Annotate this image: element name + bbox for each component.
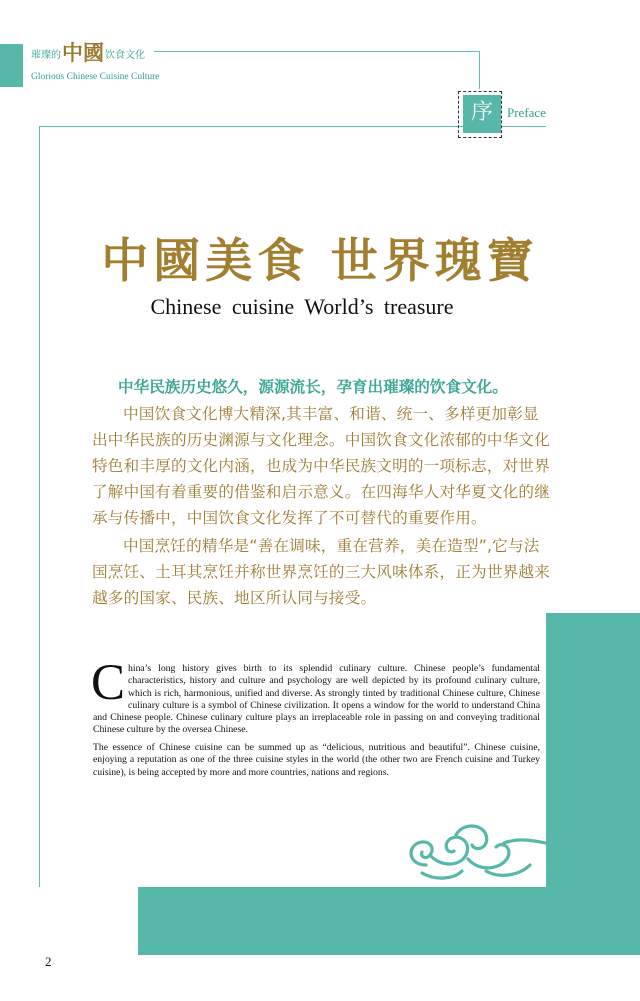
teal-block-bottom: [138, 887, 640, 955]
cn-paragraph-1: 中国饮食文化博大精深,其丰富、和谐、统一、多样更加彰显出中华民族的历史渊源与文化理念。中国饮食文化浓郁的中华文化特色和丰厚的文化内涵，也成为中华民族文明的一项标志，对世界了解中国有着重要的借鉴和启示意义。在四海华人对华夏文化的继承与传播中，中国饮食文化发挥了不可替代的重要作用。: [92, 405, 551, 527]
corner-decoration: [0, 44, 23, 87]
deco-line: [154, 51, 480, 52]
brand-logo: [31, 43, 145, 64]
page-number: 2: [45, 954, 52, 969]
en-paragraph-1-text: hina’s long history gives birth to its splendid culinary culture. Chinese people’s fundamental characteristics, history and culture and psychology are well depicted by its profound culinary culture, which is rich, harmonious, unified and diverse. As strongly tinted by traditional Chinese culture, Chinese culinary culture is a symbol of Chinese civilization. It opens a window for the world to understand China and Chinese people. Chinese culinary culture plays an irreplaceable role in passing on and conveying traditional Chinese culture by the oversea Chinese.: [93, 663, 540, 736]
cn-lead-sentence: 中华民族历史悠久，源源流长，孕育出璀璨的饮食文化。: [118, 378, 508, 396]
preface-char: 序: [470, 100, 493, 125]
deco-line-vertical: [479, 51, 480, 89]
preface-label: Preface: [507, 105, 546, 120]
page-title-en: Chinese cuisine World’s treasure: [150, 294, 454, 319]
brand-subtitle: Glorious Chinese Cuisine Culture: [31, 72, 160, 82]
page-title-cn: 中國美食 世界瑰寶: [101, 234, 539, 289]
cloud-swirl-ornament: [396, 815, 581, 887]
brand-suffix: 饮食文化: [105, 50, 145, 61]
dropcap: C: [91, 655, 126, 711]
en-paragraph-1: [91, 655, 540, 737]
brand-prefix: 璀璨的: [31, 50, 61, 61]
cn-paragraph-2: 中国烹饪的精华是“善在调味，重在营养，美在造型”,它与法国烹饪、土耳其烹饪并称世界烹饪的三大风味体系，正为世界越来越多的国家、民族、地区所认同与接受。: [92, 537, 551, 607]
brand-main: 中國: [62, 41, 104, 65]
en-paragraph-2: The essence of Chinese cuisine can be summed up as “delicious, nutritious and beautiful”. Chinese cuisine, enjoying a reputation as one of the three cuisine styles in the world (the other two are French cuisine and Turkey cuisine), is being accepted by more and more countries, nations and regions.: [93, 742, 540, 778]
